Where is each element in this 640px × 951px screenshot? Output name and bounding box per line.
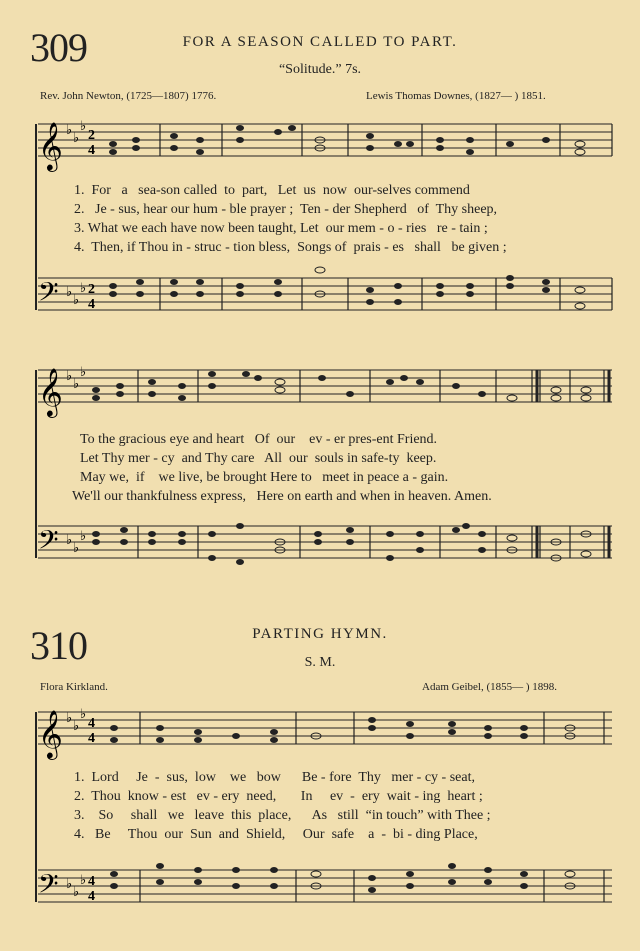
composer-credit: Adam Geibel, (1855— ) 1898. <box>422 681 558 693</box>
composer-credit: Lewis Thomas Downes, (1827— ) 1851. <box>366 90 546 102</box>
lyric-line: 3. What we each have now been taught, Let our mem - o - ries re - tain ; <box>74 221 488 236</box>
lyric-line: 4. Then, if Thou in - struc - tion bless, Songs of prais - es shall be given ; <box>74 240 507 255</box>
svg-text:𝄞: 𝄞 <box>38 121 63 170</box>
svg-text:4: 4 <box>88 716 95 731</box>
svg-text:♭: ♭ <box>80 364 87 379</box>
svg-text:♭: ♭ <box>73 376 80 391</box>
svg-text:4: 4 <box>88 143 95 158</box>
svg-text:♭: ♭ <box>66 532 73 547</box>
tune-name: S. M. <box>304 655 336 670</box>
lyric-line: 3. So shall we leave this place, As still “in touch” with Thee ; <box>74 808 491 823</box>
lyric-line: 2. Thou know - est ev - ery need, In ev - ery wait - ing heart ; <box>74 789 483 804</box>
svg-text:♭: ♭ <box>66 122 73 137</box>
svg-text:♭: ♭ <box>66 284 73 299</box>
lyric-line: Let Thy mer - cy and Thy care All our souls in safe-ty keep. <box>80 451 437 466</box>
svg-text:♭: ♭ <box>80 528 87 543</box>
lyric-line: May we, if we live, be brought Here to meet in peace a - gain. <box>80 470 449 485</box>
svg-text:♭: ♭ <box>80 706 87 721</box>
svg-text:♭: ♭ <box>66 368 73 383</box>
hymn-number: 310 <box>30 623 87 668</box>
lyric-line: 2. Je - sus, hear our hum - ble prayer ; Ten - der Shepherd of Thy sheep, <box>74 202 498 217</box>
svg-text:2: 2 <box>88 128 95 143</box>
tune-name: “Solitude.” 7s. <box>278 62 362 77</box>
svg-text:4: 4 <box>88 297 95 312</box>
lyric-line: 4. Be Thou our Sun and Shield, Our safe a - bi - ding Place, <box>74 827 478 842</box>
svg-text:𝄢: 𝄢 <box>38 868 59 906</box>
author-credit: Flora Kirkland. <box>40 681 108 693</box>
svg-text:𝄢: 𝄢 <box>38 276 59 314</box>
svg-text:4: 4 <box>88 874 95 889</box>
svg-text:♭: ♭ <box>80 872 87 887</box>
svg-text:♭: ♭ <box>73 130 80 145</box>
lyric-line: To the gracious eye and heart Of our ev - er pres-ent Friend. <box>80 432 438 447</box>
hymn-title: PARTING HYMN. <box>252 626 388 642</box>
svg-text:4: 4 <box>88 889 95 904</box>
author-credit: Rev. John Newton, (1725—1807) 1776. <box>40 90 217 102</box>
svg-text:♭: ♭ <box>66 876 73 891</box>
svg-text:♭: ♭ <box>73 884 80 899</box>
svg-text:4: 4 <box>88 731 95 746</box>
svg-text:𝄞: 𝄞 <box>38 709 63 758</box>
svg-text:♭: ♭ <box>73 718 80 733</box>
svg-text:♭: ♭ <box>80 280 87 295</box>
svg-text:♭: ♭ <box>66 710 73 725</box>
svg-text:♭: ♭ <box>73 292 80 307</box>
svg-text:♭: ♭ <box>80 118 87 133</box>
lyric-line: 1. For a sea-son called to part, Let us now our-selves commend <box>74 183 470 198</box>
lyric-line: We'll our thankfulness express, Here on earth and when in heaven. Amen. <box>72 489 492 504</box>
hymn-number: 309 <box>30 25 87 70</box>
svg-text:𝄞: 𝄞 <box>38 367 63 416</box>
lyric-line: 1. Lord Je - sus, low we bow Be - fore Thy mer - cy - seat, <box>74 770 475 785</box>
svg-text:2: 2 <box>88 282 95 297</box>
hymn-title: FOR A SEASON CALLED TO PART. <box>182 34 458 50</box>
svg-text:𝄢: 𝄢 <box>38 524 59 562</box>
svg-text:♭: ♭ <box>73 540 80 555</box>
